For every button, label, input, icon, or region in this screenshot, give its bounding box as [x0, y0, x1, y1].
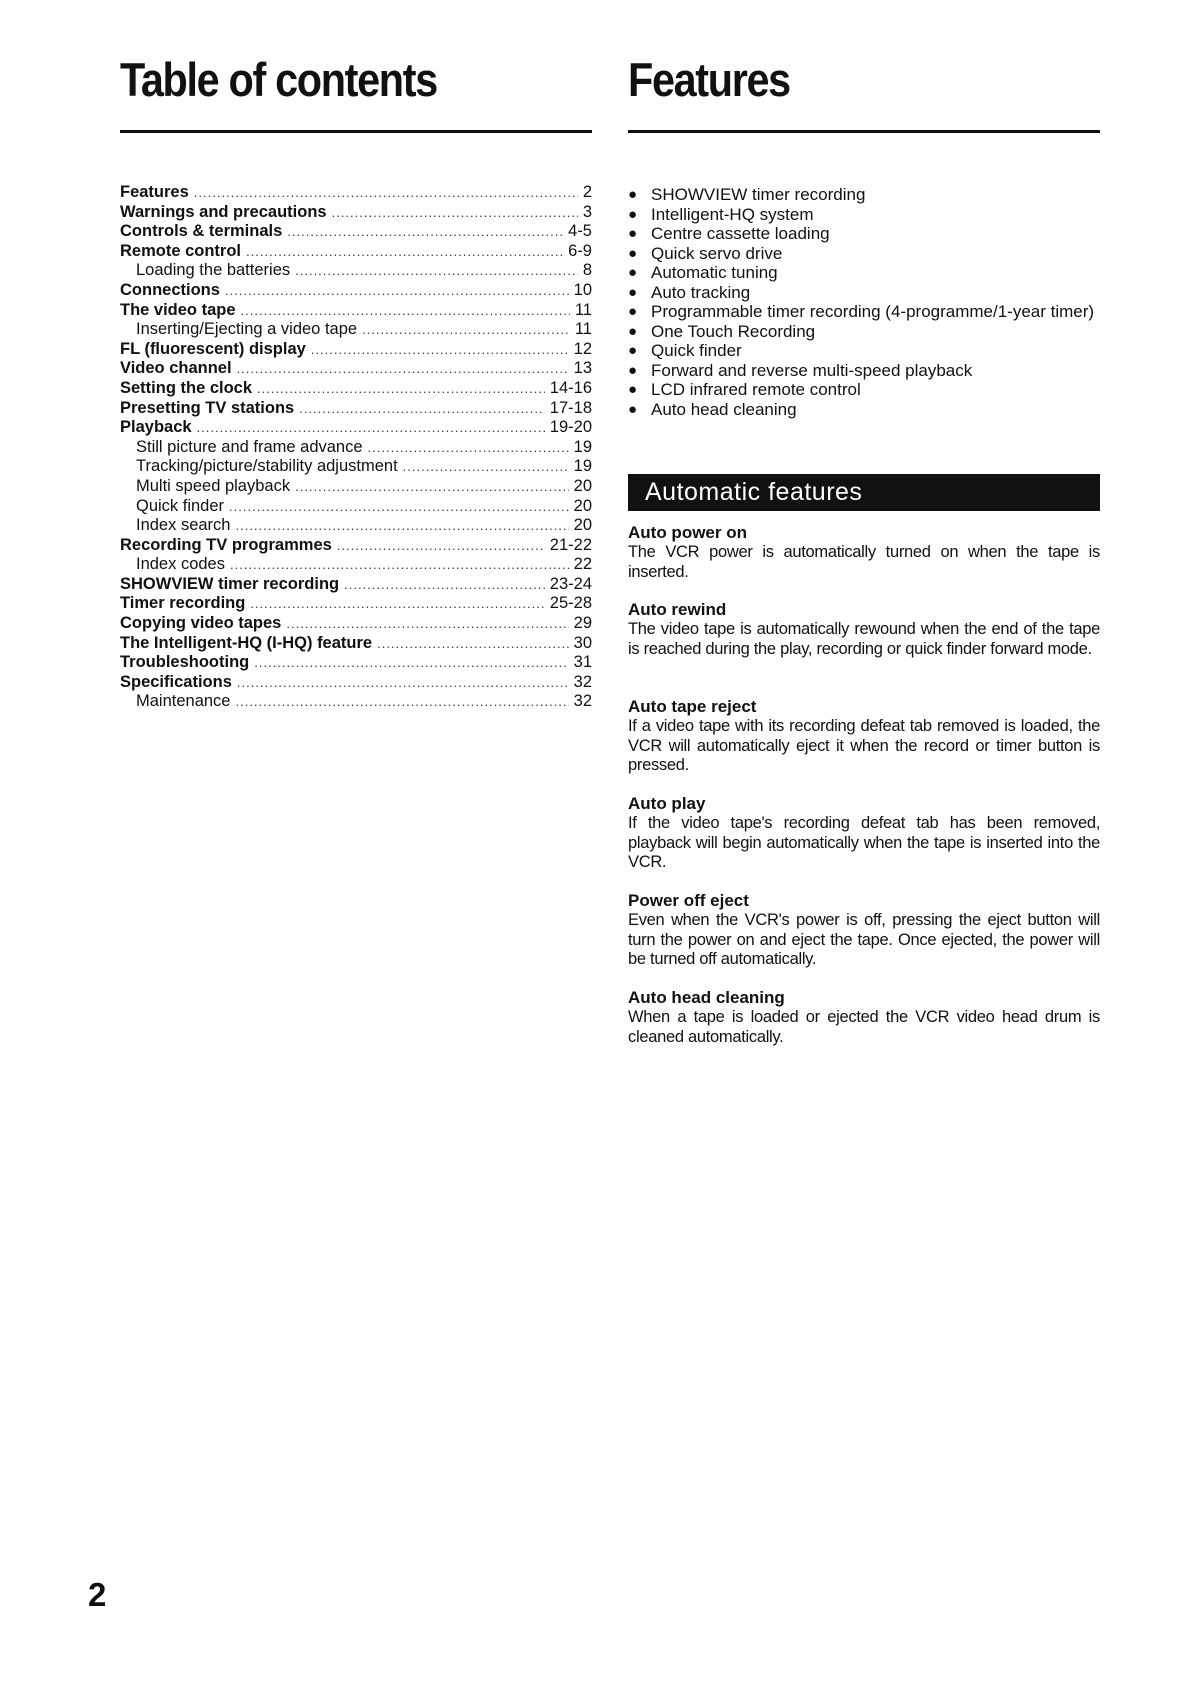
toc-entry-page: 21-22: [549, 535, 592, 554]
toc-entry-page: 6-9: [568, 241, 592, 260]
feature-item: [628, 380, 1100, 400]
toc-leader-dots: [235, 516, 568, 536]
feature-item: [628, 224, 1100, 244]
toc-entry-label: Troubleshooting: [120, 653, 250, 672]
toc-entry-page: 23-24: [549, 574, 592, 593]
feature-item: [628, 361, 1100, 381]
toc-entry-label: Setting the clock: [120, 378, 253, 397]
toc-entry-label: Index codes: [136, 555, 225, 574]
feature-text: Auto tracking: [651, 282, 751, 302]
toc-leader-dots: [254, 653, 568, 673]
toc-entry: [120, 340, 592, 360]
toc-entry-page: 3: [582, 202, 592, 221]
toc-entry: [120, 497, 592, 517]
section-title: Power off eject: [628, 891, 749, 910]
toc-entry: [120, 692, 592, 712]
toc-entry: [120, 242, 592, 262]
features-heading-rule: [628, 130, 1100, 133]
toc-entry-label: Presetting TV stations: [120, 398, 295, 417]
toc-entry: [120, 418, 592, 438]
toc-entry: [120, 457, 592, 477]
bullet-icon: ●: [628, 303, 638, 320]
bullet-icon: ●: [628, 186, 638, 203]
toc-entry-label: The video tape: [120, 300, 236, 319]
toc-leader-dots: [225, 281, 569, 301]
feature-item: [628, 322, 1100, 342]
toc-leader-dots: [235, 692, 568, 712]
toc-entry-label: Timer recording: [120, 594, 246, 613]
section-auto-head-cleaning: [628, 988, 1100, 1047]
section-title: Auto rewind: [628, 600, 727, 619]
toc-entry-page: 11: [574, 300, 592, 319]
toc-entry-label: Connections: [120, 280, 220, 299]
toc-entry-page: 20: [573, 476, 592, 495]
toc-entry-label: Maintenance: [136, 692, 231, 711]
section-auto-tape-reject: [628, 697, 1100, 776]
toc-entry-page: 19: [573, 437, 592, 456]
toc-entry-page: 12: [573, 339, 592, 358]
toc-entry: [120, 516, 592, 536]
toc-entry-page: 20: [573, 496, 592, 515]
toc-leader-dots: [237, 673, 569, 693]
toc-entry: [120, 222, 592, 242]
toc-leader-dots: [337, 536, 545, 556]
feature-item: [628, 400, 1100, 420]
toc-entry-page: 17-18: [549, 398, 592, 417]
toc-leader-dots: [377, 634, 569, 654]
toc-leader-dots: [295, 477, 569, 497]
toc-entry-page: 10: [573, 280, 592, 299]
feature-item: [628, 302, 1100, 322]
bullet-icon: ●: [628, 400, 638, 418]
toc-entry-label: Inserting/Ejecting a video tape: [136, 320, 358, 339]
toc-leader-dots: [295, 261, 578, 281]
section-body: The video tape is automatically rewound when the end of the tape is reached during the play, recording or quick finder forward mode.: [628, 620, 1100, 658]
toc-entry: [120, 359, 592, 379]
toc-entry-page: 20: [573, 516, 592, 535]
toc-entry-label: Copying video tapes: [120, 614, 282, 633]
toc-entry: [120, 301, 592, 321]
toc-leader-dots: [362, 320, 570, 340]
feature-text: SHOWVIEW timer recording: [651, 185, 866, 204]
toc-leader-dots: [237, 359, 569, 379]
toc-heading-rule: [120, 130, 592, 133]
toc-entry: [120, 536, 592, 556]
toc-entry-page: 32: [573, 672, 592, 691]
features-heading: Features: [628, 53, 790, 106]
section-body: When a tape is loaded or ejected the VCR video head drum is cleaned automatically.: [628, 1008, 1100, 1046]
section-auto-rewind: [628, 600, 1100, 659]
feature-item: [628, 263, 1100, 283]
feature-text: Intelligent-HQ system: [651, 204, 814, 224]
toc-entry-label: Playback: [120, 418, 192, 437]
features-list: [628, 185, 1100, 419]
toc-entry: [120, 477, 592, 497]
toc-leader-dots: [229, 497, 569, 517]
toc-entry-label: Still picture and frame advance: [136, 437, 363, 456]
toc-entry-page: 22: [573, 555, 592, 574]
toc-entry: [120, 653, 592, 673]
toc-entry-page: 25-28: [549, 594, 592, 613]
toc-entry-page: 13: [573, 359, 592, 378]
feature-text: Automatic tuning: [651, 263, 778, 282]
toc-entry-label: SHOWVIEW timer recording: [120, 574, 340, 593]
section-auto-play: [628, 794, 1100, 873]
feature-text: Programmable timer recording (4-programme/1-year timer): [651, 302, 1095, 321]
toc-entry-label: Specifications: [120, 672, 232, 691]
toc-leader-dots: [332, 203, 578, 223]
toc-entry-label: Controls & terminals: [120, 222, 283, 241]
toc-leader-dots: [299, 399, 545, 419]
section-body: If a video tape with its recording defeat tab removed is loaded, the VCR will automatically eject it when the record or timer button is pressed.: [628, 717, 1100, 774]
feature-text: Quick finder: [651, 341, 742, 360]
toc-entry-page: 32: [573, 692, 592, 711]
toc-leader-dots: [311, 340, 569, 360]
toc-leader-dots: [368, 438, 569, 458]
toc-entry: [120, 614, 592, 634]
toc-entry-page: 2: [582, 183, 592, 201]
toc-entry-page: 4-5: [568, 222, 592, 241]
bullet-icon: ●: [628, 205, 638, 223]
toc-list: [120, 183, 592, 712]
toc-entry-page: 19: [573, 457, 592, 476]
section-body: The VCR power is automatically turned on when the tape is inserted.: [628, 543, 1100, 581]
bullet-icon: ●: [628, 381, 638, 398]
toc-entry: [120, 399, 592, 419]
toc-entry: [120, 281, 592, 301]
toc-leader-dots: [194, 183, 578, 203]
toc-entry-page: 11: [574, 320, 592, 339]
toc-entry-page: 29: [573, 614, 592, 633]
bullet-icon: ●: [628, 225, 638, 242]
toc-entry: [120, 261, 592, 281]
toc-leader-dots: [344, 575, 545, 595]
toc-entry-label: Quick finder: [136, 496, 225, 515]
toc-entry-page: 19-20: [549, 418, 592, 437]
bullet-icon: ●: [628, 264, 638, 281]
feature-item: [628, 283, 1100, 303]
toc-entry-label: Multi speed playback: [136, 476, 291, 495]
section-body: If the video tape's recording defeat tab has been removed, playback will begin automatically when the tape is inserted into the VCR.: [628, 814, 1100, 871]
section-power-off-eject: [628, 891, 1100, 970]
bullet-icon: ●: [628, 283, 638, 301]
toc-entry: [120, 555, 592, 575]
feature-item: [628, 185, 1100, 205]
toc-entry: [120, 203, 592, 223]
toc-entry-label: Remote control: [120, 241, 242, 260]
toc-entry-label: Video channel: [120, 359, 232, 378]
toc-entry: [120, 594, 592, 614]
toc-entry: [120, 634, 592, 654]
section-auto-power-on: [628, 523, 1100, 582]
toc-entry: [120, 575, 592, 595]
section-title: Auto play: [628, 794, 706, 813]
page-number: 2: [88, 1576, 107, 1613]
toc-leader-dots: [403, 457, 569, 477]
toc-leader-dots: [230, 555, 569, 575]
toc-entry-label: Features: [120, 183, 189, 201]
feature-text: LCD infrared remote control: [651, 380, 861, 399]
toc-entry-label: Index search: [136, 516, 231, 535]
toc-leader-dots: [246, 242, 563, 262]
toc-leader-dots: [257, 379, 545, 399]
toc-entry-label: Tracking/picture/stability adjustment: [136, 457, 398, 476]
toc-leader-dots: [287, 222, 563, 242]
toc-entry: [120, 438, 592, 458]
section-title: Auto power on: [628, 523, 747, 542]
feature-item: [628, 341, 1100, 361]
section-title: Auto head cleaning: [628, 988, 785, 1007]
toc-entry-page: 8: [582, 261, 592, 280]
toc-entry-page: 30: [573, 633, 592, 652]
bullet-icon: ●: [628, 244, 638, 262]
toc-leader-dots: [241, 301, 570, 321]
toc-entry-label: FL (fluorescent) display: [120, 339, 306, 358]
toc-entry: [120, 379, 592, 399]
toc-heading: Table of contents: [120, 53, 437, 106]
feature-item: [628, 205, 1100, 225]
section-body: Even when the VCR's power is off, pressing the eject button will turn the power on and eject the tape. Once ejected, the power will be turned off automatically.: [628, 911, 1100, 968]
toc-entry-label: The Intelligent-HQ (I-HQ) feature: [120, 633, 373, 652]
bullet-icon: ●: [628, 361, 638, 379]
toc-entry-label: Loading the batteries: [136, 261, 291, 280]
toc-entry: [120, 673, 592, 693]
feature-text: Quick servo drive: [651, 243, 783, 263]
feature-text: Centre cassette loading: [651, 224, 830, 243]
toc-entry-label: Warnings and precautions: [120, 202, 327, 221]
toc-leader-dots: [286, 614, 568, 634]
feature-text: One Touch Recording: [651, 321, 816, 341]
bullet-icon: ●: [628, 342, 638, 359]
section-title: Auto tape reject: [628, 697, 757, 716]
toc-leader-dots: [197, 418, 545, 438]
feature-text: Forward and reverse multi-speed playback: [651, 360, 973, 380]
automatic-features-banner: Automatic features: [628, 474, 1100, 511]
feature-text: Auto head cleaning: [651, 399, 797, 419]
feature-item: [628, 244, 1100, 264]
toc-leader-dots: [250, 594, 544, 614]
bullet-icon: ●: [628, 322, 638, 340]
toc-entry-page: 14-16: [549, 378, 592, 397]
toc-entry-label: Recording TV programmes: [120, 535, 332, 554]
toc-entry: [120, 320, 592, 340]
toc-entry-page: 31: [573, 653, 592, 672]
toc-entry: [120, 183, 592, 203]
